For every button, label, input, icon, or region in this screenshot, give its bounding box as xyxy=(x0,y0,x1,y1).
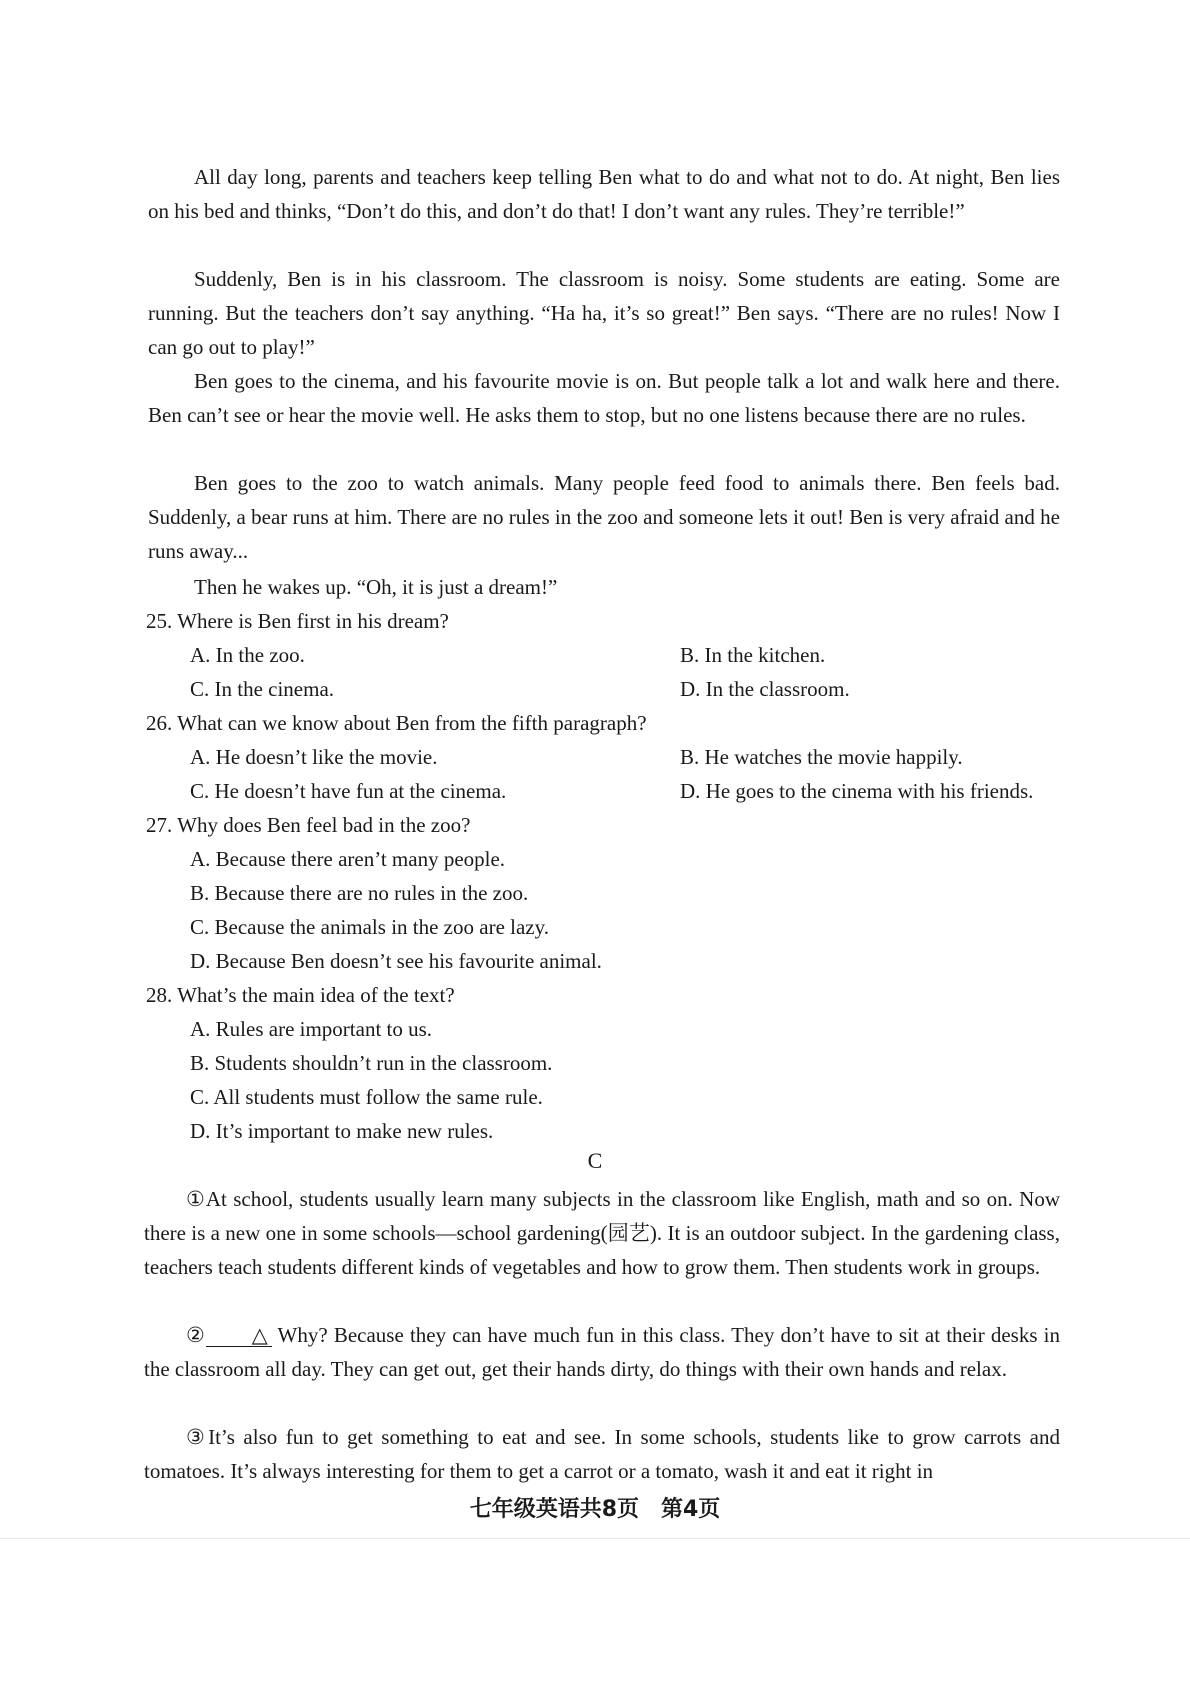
section-c-paragraph-3: ③It’s also fun to get something to eat and see. In some schools, students like to grow carrots and tomatoes. It’s always interesting for them to get a carrot or a tomato, wash it and eat it right in xyxy=(144,1425,1060,1483)
question-27-option-b: B. Because there are no rules in the zoo. xyxy=(190,881,529,905)
section-c-heading: C xyxy=(587,1148,603,1173)
question-26-option-b: B. He watches the movie happily. xyxy=(680,745,963,769)
page-footer: 七年级英语共8页 第4页 xyxy=(469,1497,721,1522)
section-c-paragraph-2-text: Why? Because they can have much fun in this class. They don’t have to sit at their desks in the classroom all day. They can get out, get their hands dirty, do things with their own hands and relax. xyxy=(144,1323,1061,1381)
section-c-paragraph-1: ①At school, students usually learn many subjects in the classroom like English, math and so on. Now there is a new one in some schools—school gardening(园艺). It is an outdoor subject. In the gardening class, teachers teach students different kinds of vegetables and how to grow them. Then students work in groups. xyxy=(144,1187,1060,1279)
passage-b-paragraph-3: Ben goes to the cinema, and his favourite movie is on. But people talk a lot and walk here and there. Ben can’t see or hear the movie well. He asks them to stop, but no one listens because there are no rules. xyxy=(148,369,1060,427)
passage-b-paragraph-2: Suddenly, Ben is in his classroom. The classroom is noisy. Some students are eating. Some are running. But the teachers don’t say anything. “Ha ha, it’s so great!” Ben says. “There are no rules! Now I can go out to play!” xyxy=(148,267,1060,359)
section-c-paragraph-2-marker: ② xyxy=(186,1323,206,1347)
passage-b-paragraph-4: Ben goes to the zoo to watch animals. Many people feed food to animals there. Ben feels bad. Suddenly, a bear runs at him. There are no rules in the zoo and someone lets it out! Ben is very afraid and he runs away... xyxy=(148,471,1060,563)
passage-b-paragraph-1: All day long, parents and teachers keep telling Ben what to do and what not to do. At night, Ben lies on his bed and thinks, “Don’t do this, and don’t do that! I don’t want any rules. They’re terrible!” xyxy=(148,165,1060,223)
question-27-option-c: C. Because the animals in the zoo are lazy. xyxy=(190,915,549,939)
question-25-option-b: B. In the kitchen. xyxy=(680,643,826,667)
question-25-option-c: C. In the cinema. xyxy=(190,677,335,701)
question-28-option-a: A. Rules are important to us. xyxy=(190,1017,433,1041)
section-c-paragraph-2 xyxy=(144,1318,1060,1386)
question-27-stem: 27. Why does Ben feel bad in the zoo? xyxy=(146,813,471,837)
question-26-option-a: A. He doesn’t like the movie. xyxy=(190,745,438,769)
question-26-option-c: C. He doesn’t have fun at the cinema. xyxy=(190,779,507,803)
question-25-option-a: A. In the zoo. xyxy=(190,643,305,667)
question-26-option-d: D. He goes to the cinema with his friends. xyxy=(680,779,1034,803)
passage-b-paragraph-5: Then he wakes up. “Oh, it is just a dream!” xyxy=(194,575,558,599)
question-28-stem: 28. What’s the main idea of the text? xyxy=(146,983,455,1007)
page-bottom-divider xyxy=(0,1538,1190,1539)
answer-blank: △ xyxy=(206,1324,272,1347)
question-28-option-d: D. It’s important to make new rules. xyxy=(190,1119,494,1143)
question-26-stem: 26. What can we know about Ben from the fifth paragraph? xyxy=(146,711,647,735)
question-25-stem: 25. Where is Ben first in his dream? xyxy=(146,609,449,633)
question-25-option-d: D. In the classroom. xyxy=(680,677,850,701)
question-28-option-c: C. All students must follow the same rule. xyxy=(190,1085,543,1109)
question-27-option-a: A. Because there aren’t many people. xyxy=(190,847,506,871)
question-28-option-b: B. Students shouldn’t run in the classroom. xyxy=(190,1051,553,1075)
question-27-option-d: D. Because Ben doesn’t see his favourite animal. xyxy=(190,949,602,973)
